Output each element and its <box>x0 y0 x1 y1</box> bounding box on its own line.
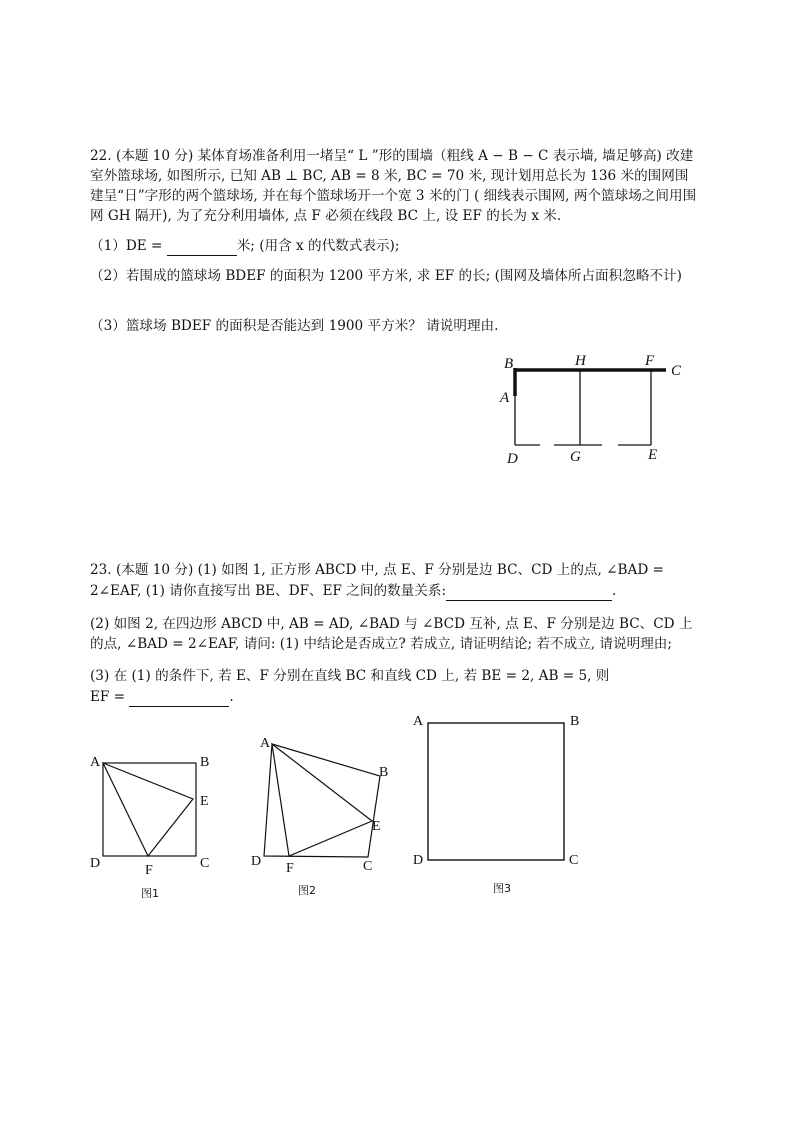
fig22-label-a: A <box>500 390 510 406</box>
q23-intro-b-end: . <box>612 583 617 599</box>
fig2-label-b: B <box>379 765 389 780</box>
fig1-label-a: A <box>90 755 101 770</box>
q22-intro: 22. (本题 10 分) 某体育场准备利用一堵呈“ L ”形的围墙（粗线 A − B − C 表示墙, 墙足够高) 改建室外篮球场, 如图所示, 已知 AB ⊥ BC, AB = 8 米, BC = 70 米, 现计划用总长为 136 米的围网围建呈“日”字形的两个篮球场, 并在每个篮球场开一个宽 3 米的门 ( 细线表示围网, 两个篮球场之间用围网 GH 隔开), 为了充分利用墙体, 点 F 必须在线段 BC 上, 设 EF 的长为 x 米. <box>90 148 697 224</box>
fig2-label-d: D <box>251 854 262 869</box>
fig1-triangle-aef <box>103 763 193 856</box>
q22-part1-prefix: （1）DE = <box>90 238 163 254</box>
fig2-quadrilateral <box>264 744 380 857</box>
q23-part3-blank[interactable] <box>129 691 229 707</box>
fig1-caption: 图1 <box>141 887 159 900</box>
fig3-label-d: D <box>413 853 424 868</box>
q23-figure-2 <box>246 730 406 900</box>
q23-part2: (2) 如图 2, 在四边形 ABCD 中, AB = AD, ∠BAD 与 ∠BCD 互补, 点 E、F 分别是边 BC、CD 上的点, ∠BAD = 2∠EAF, 请问: (1) 中结论是否成立? 若成立, 请证明结论; 若不成立, 请说明理由; <box>90 616 693 652</box>
fig1-label-b: B <box>200 755 210 770</box>
fig22-label-f: F <box>645 353 655 369</box>
q23-part3-b <box>90 687 698 707</box>
q23-intro-b-text: 2∠EAF, (1) 请你直接写出 BE、DF、EF 之间的数量关系: <box>90 583 447 599</box>
fig3-label-a: A <box>413 714 424 729</box>
fig1-label-d: D <box>90 856 101 871</box>
q23-part3-a: (3) 在 (1) 的条件下, 若 E、F 分别在直线 BC 和直线 CD 上, 若 BE = 2, AB = 5, 则 <box>90 668 610 684</box>
fig3-square <box>428 723 564 860</box>
q23-part3-end: . <box>229 689 234 705</box>
fig22-label-c: C <box>671 363 682 379</box>
fig3-label-b: B <box>570 714 580 729</box>
q23-intro-a: 23. (本题 10 分) (1) 如图 1, 正方形 ABCD 中, 点 E、F 分别是边 BC、CD 上的点, ∠BAD = <box>90 562 664 578</box>
fig3-label-c: C <box>569 853 579 868</box>
fig22-label-b: B <box>504 356 514 372</box>
fig2-label-a: A <box>260 736 271 751</box>
fig2-label-f: F <box>286 861 294 876</box>
q22-part3: （3）篮球场 BDEF 的面积是否能达到 1900 平方米？ 请说明理由. <box>90 318 499 334</box>
fig1-label-c: C <box>200 856 210 871</box>
fig22-label-h: H <box>575 353 586 369</box>
fig1-label-e: E <box>200 794 209 809</box>
fig2-label-e: E <box>372 819 381 834</box>
q23-part1-blank[interactable] <box>446 585 612 601</box>
fig2-caption: 图2 <box>298 884 316 897</box>
q22-figure <box>490 348 700 468</box>
fig1-square <box>103 763 196 856</box>
fig2-label-c: C <box>363 859 373 874</box>
q22-part2: （2）若围成的篮球场 BDEF 的面积为 1200 平方米, 求 EF 的长; (围网及墙体所占面积忽略不计) <box>90 268 682 284</box>
q22-part1-suffix: 米; (用含 x 的代数式表示); <box>236 238 400 254</box>
q23-figure-3 <box>410 710 590 900</box>
fig1-label-f: F <box>145 863 153 878</box>
q22-part1 <box>90 236 698 256</box>
q22-part1-blank[interactable] <box>167 240 237 256</box>
q23-intro-b <box>90 581 698 601</box>
q23-figure-1 <box>88 752 218 902</box>
fig22-label-d: D <box>507 451 518 467</box>
fig22-label-e: E <box>648 447 658 463</box>
fig2-triangle-aef <box>272 744 372 856</box>
fig22-label-g: G <box>570 449 581 465</box>
fig3-caption: 图3 <box>493 882 511 895</box>
q23-part3-b-text: EF = <box>90 689 126 705</box>
